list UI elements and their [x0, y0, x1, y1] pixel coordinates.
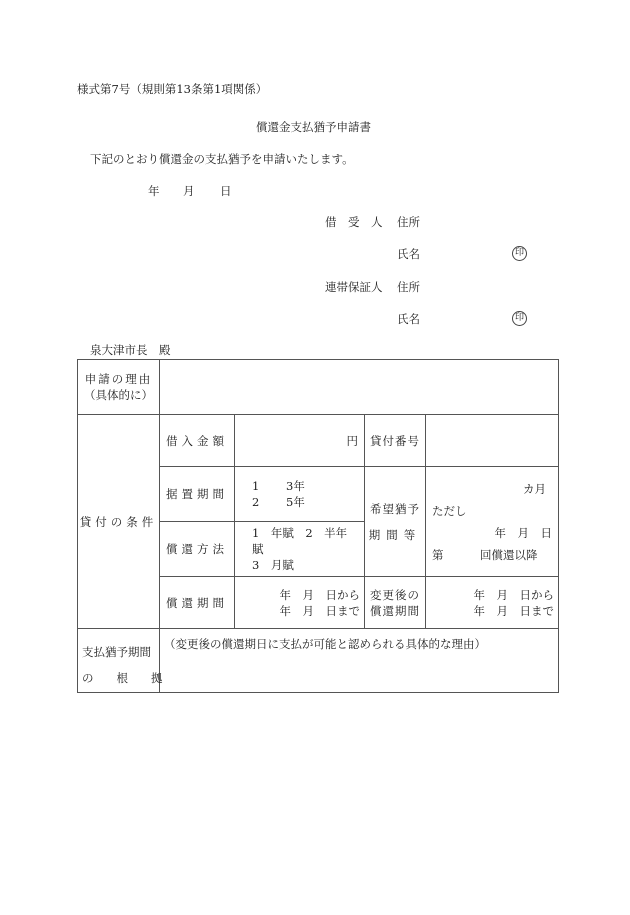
- intro-text: 下記のとおり償還金の支払猶予を申請いたします。: [90, 152, 354, 166]
- desired-period-label: 希望猶予 期間等: [365, 467, 426, 577]
- grace-options[interactable]: [235, 467, 365, 522]
- basis-note: （変更後の償還期日に支払が可能と認められる具体的な理由）: [164, 637, 486, 651]
- borrower-address-label: 住所: [397, 215, 420, 229]
- document-title: 償還金支払猶予申請書: [256, 120, 371, 134]
- reason-label: 申請の理由 （具体的に）: [78, 360, 160, 415]
- addressee: 泉大津市長 殿: [90, 343, 171, 357]
- loan-number-label: 貸付番号: [365, 415, 426, 467]
- grace-option-1[interactable]: 1 3年: [252, 479, 305, 493]
- repay-method-label: 償還方法: [160, 522, 235, 577]
- date-month: 月: [183, 184, 195, 198]
- seal-icon: 印: [512, 311, 527, 326]
- date-day: 日: [220, 184, 232, 198]
- guarantor-address-label: 住所: [397, 280, 420, 294]
- date-year: 年: [148, 184, 160, 198]
- application-table: [77, 359, 559, 693]
- form-number: 様式第7号（規則第13条第1項関係）: [77, 82, 268, 96]
- repay-method-options[interactable]: 1 年賦 2 半年賦 3 月賦: [235, 522, 365, 577]
- grace-option-2[interactable]: 2 5年: [252, 495, 305, 509]
- basis-row: [78, 629, 559, 693]
- changed-period-field[interactable]: 年 月 日から 年 月 日まで: [426, 577, 559, 629]
- reason-row: [78, 360, 559, 415]
- guarantor-name-label: 氏名: [397, 312, 420, 326]
- basis-field[interactable]: [160, 629, 559, 693]
- reason-field[interactable]: [160, 360, 559, 415]
- loan-amount-field[interactable]: 円: [235, 415, 365, 467]
- loan-number-field[interactable]: [426, 415, 559, 467]
- grace-label: 据置期間: [160, 467, 235, 522]
- seal-icon: 印: [512, 246, 527, 261]
- basis-label: 支払猶予期間 の 根 拠: [78, 629, 160, 693]
- loan-amount-label: 借入金額: [160, 415, 235, 467]
- guarantor-label: 連帯保証人: [325, 280, 383, 294]
- loan-amount-row: [78, 415, 559, 467]
- borrower-label: 借 受 人: [325, 215, 383, 229]
- borrower-name-label: 氏名: [397, 247, 420, 261]
- repay-period-label: 償還期間: [160, 577, 235, 629]
- conditions-label: 貸付の条件: [78, 415, 160, 629]
- desired-period-field[interactable]: カ月 ただし 年 月 日 第 回償還以降: [426, 467, 559, 577]
- repay-period-field[interactable]: 年 月 日から 年 月 日まで: [235, 577, 365, 629]
- changed-period-label: 変更後の 償還期間: [365, 577, 426, 629]
